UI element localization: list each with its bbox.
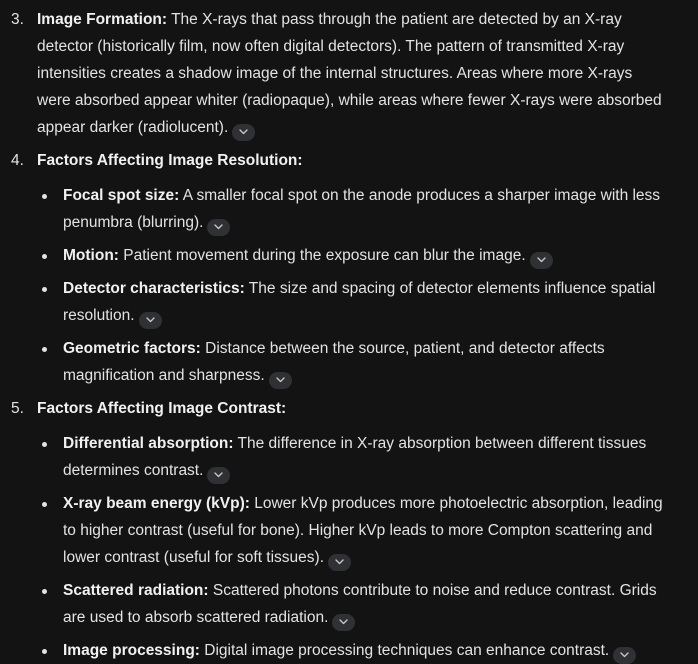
list-item: [37, 430, 670, 484]
bullet-icon: [42, 254, 47, 259]
bullet-icon: [42, 502, 47, 507]
list-item: [37, 577, 670, 631]
item-title: X-ray beam energy (kVp):: [63, 495, 250, 512]
item-title: Factors Affecting Image Contrast:: [37, 400, 287, 417]
chevron-down-icon: [335, 559, 344, 565]
list-number: 4.: [11, 152, 24, 169]
list-item: [37, 182, 670, 236]
chevron-down-icon: [146, 317, 155, 323]
bullet-icon: [42, 442, 47, 447]
list-item-contrast: [0, 395, 698, 664]
chevron-down-icon: [214, 224, 223, 230]
list-item: [37, 490, 670, 571]
list-number: 3.: [11, 11, 24, 28]
chevron-down-icon: [276, 377, 285, 383]
item-text: Digital image processing techniques can enhance contrast.: [199, 642, 610, 659]
numbered-list: [0, 6, 698, 664]
source-chip[interactable]: [232, 124, 255, 141]
list-item: [37, 275, 670, 329]
chevron-down-icon: [339, 619, 348, 625]
bullet-icon: [42, 287, 47, 292]
source-chip[interactable]: [269, 372, 292, 389]
chevron-down-icon: [239, 129, 248, 135]
item-title: Motion:: [63, 247, 119, 264]
item-title: Detector characteristics:: [63, 280, 245, 297]
source-chip[interactable]: [207, 219, 230, 236]
bullet-icon: [42, 194, 47, 199]
list-item: [37, 637, 670, 664]
item-title: Image Formation:: [37, 11, 168, 28]
list-number: 5.: [11, 400, 24, 417]
item-title: Factors Affecting Image Resolution:: [37, 152, 303, 169]
item-title: Scattered radiation:: [63, 582, 209, 599]
source-chip[interactable]: [139, 312, 162, 329]
list-item-resolution: [0, 147, 698, 389]
item-title: Geometric factors:: [63, 340, 201, 357]
bullet-list: [37, 182, 670, 389]
item-title: Focal spot size:: [63, 187, 180, 204]
item-text: The difference in X-ray absorption between different tissues determines contrast.: [63, 435, 647, 479]
list-item: [37, 242, 670, 269]
bullet-icon: [42, 649, 47, 654]
source-chip[interactable]: [328, 554, 351, 571]
item-title: Image processing:: [63, 642, 200, 659]
item-text: Scattered photons contribute to noise and reduce contrast. Grids are used to absorb scattered radiation.: [63, 582, 657, 626]
item-text: A smaller focal spot on the anode produces a sharper image with less penumbra (blurring).: [63, 187, 661, 231]
bullet-icon: [42, 347, 47, 352]
chevron-down-icon: [537, 257, 546, 263]
chevron-down-icon: [214, 472, 223, 478]
source-chip[interactable]: [613, 647, 636, 664]
chevron-down-icon: [620, 652, 629, 658]
item-title: Differential absorption:: [63, 435, 234, 452]
list-item-image-formation: [0, 6, 698, 141]
source-chip[interactable]: [332, 614, 355, 631]
source-chip[interactable]: [207, 467, 230, 484]
bullet-list: [37, 430, 670, 664]
item-text: The size and spacing of detector elements influence spatial resolution.: [63, 280, 656, 324]
item-text: Distance between the source, patient, and detector affects magnification and sharpness.: [63, 340, 605, 384]
source-chip[interactable]: [530, 252, 553, 269]
item-text: Patient movement during the exposure can blur the image.: [118, 247, 526, 264]
list-item: [37, 335, 670, 389]
bullet-icon: [42, 589, 47, 594]
item-text: The X-rays that pass through the patient are detected by an X-ray detector (historically film, now often digital detectors). The pattern of transmitted X-ray intensities creates a shadow image of the internal structures. Areas where more X-rays were absorbed appear whiter (radiopaque), while areas where fewer X-rays were absorbed appear darker (radiolucent).: [37, 11, 662, 136]
item-text: Lower kVp produces more photoelectric absorption, leading to higher contrast (useful for bone). Higher kVp leads to more Compton scattering and lower contrast (useful for soft tissues).: [63, 495, 663, 566]
